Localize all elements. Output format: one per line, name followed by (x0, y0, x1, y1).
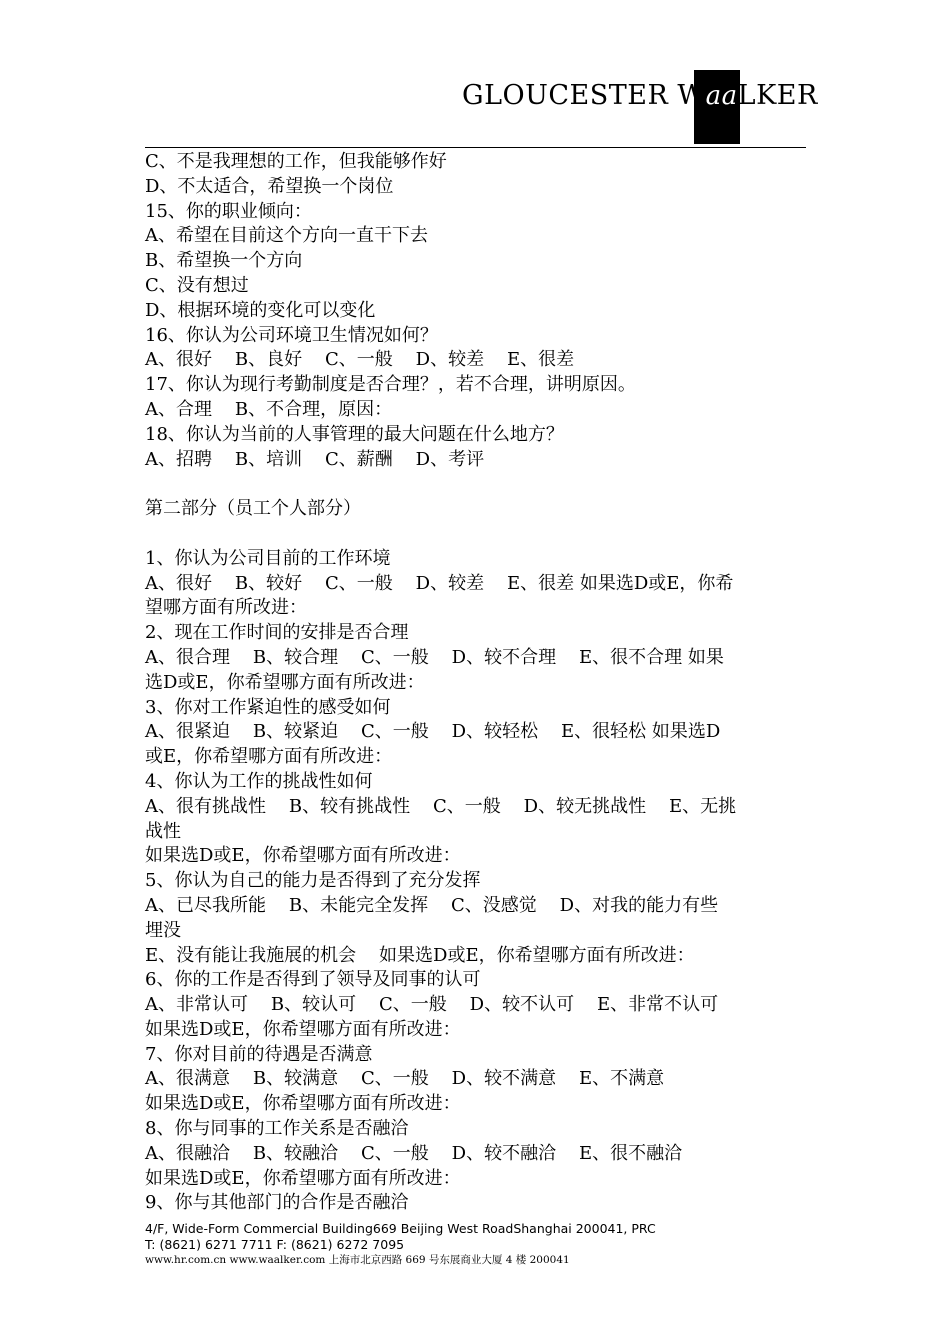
text-line: D、不太适合，希望换一个岗位 (145, 175, 394, 197)
text-line: 9、你与其他部门的合作是否融洽 (145, 1192, 409, 1214)
text-line: 16、你认为公司环境卫生情况如何？ (145, 324, 438, 346)
text-line: D、根据环境的变化可以变化 (145, 299, 376, 321)
text-line: 17、你认为现行考勤制度是否合理？，若不合理，讲明原因。 (145, 374, 636, 396)
text-line: 1、你认为公司目前的工作环境 (145, 547, 391, 569)
text-line: A、很满意 B、较满意 C、一般 D、较不满意 E、不满意 (145, 1068, 665, 1090)
page-footer (145, 1221, 845, 1268)
text-line: 7、你对目前的待遇是否满意 (145, 1043, 373, 1065)
text-line: C、没有想过 (145, 274, 249, 296)
text-line: A、合理 B、不合理，原因： (145, 398, 393, 420)
document-body (145, 150, 809, 1216)
text-line: A、很好 B、较好 C、一般 D、较差 E、很差 如果选D或E，你希 (145, 572, 734, 594)
footer-address: 4/F, Wide-Form Commercial Building669 Beijing West RoadShanghai 200041, PRC (145, 1221, 656, 1236)
text-line: 第二部分（员工个人部分） (145, 498, 361, 520)
text-line: 2、现在工作时间的安排是否合理 (145, 622, 409, 644)
text-line: C、不是我理想的工作，但我能够作好 (145, 151, 447, 172)
text-line: A、很合理 B、较合理 C、一般 D、较不合理 E、很不合理 如果 (145, 646, 724, 668)
text-line: 如果选D或E，你希望哪方面有所改进： (145, 845, 461, 867)
text-line: A、很有挑战性 B、较有挑战性 C、一般 D、较无挑战性 E、无挑 (145, 795, 737, 817)
text-line: 8、你与同事的工作关系是否融洽 (145, 1118, 409, 1140)
text-line: A、非常认可 B、较认可 C、一般 D、较不认可 E、非常不认可 (145, 994, 719, 1016)
blank-line (145, 522, 809, 547)
text-line: E、没有能让我施展的机会 如果选D或E，你希望哪方面有所改进： (145, 944, 695, 966)
text-line: 4、你认为工作的挑战性如何 (145, 770, 373, 792)
logo-text-part2: aa (705, 81, 738, 111)
text-line: B、希望换一个方向 (145, 250, 303, 272)
text-line: 6、你的工作是否得到了领导及同事的认可 (145, 969, 481, 991)
header-divider (145, 147, 806, 148)
logo-text (462, 78, 818, 114)
text-line: 或E，你希望哪方面有所改进： (145, 746, 393, 768)
text-line: 如果选D或E，你希望哪方面有所改进： (145, 1093, 461, 1115)
logo-text-part3: LKER (737, 80, 818, 111)
text-line: A、招聘 B、培训 C、薪酬 D、考评 (145, 448, 485, 470)
company-logo (462, 70, 818, 150)
text-line: 18、你认为当前的人事管理的最大问题在什么地方？ (145, 423, 564, 445)
text-line: 埋没 (145, 919, 181, 941)
text-line: 如果选D或E，你希望哪方面有所改进： (145, 1018, 461, 1040)
text-line: A、很融洽 B、较融洽 C、一般 D、较不融洽 E、很不融洽 (145, 1142, 683, 1164)
text-line: 望哪方面有所改进： (145, 597, 307, 619)
footer-phone: T: (8621) 6271 7711 F: (8621) 6272 7095 (145, 1237, 405, 1252)
text-line: 5、你认为自己的能力是否得到了充分发挥 (145, 870, 481, 892)
text-line: A、很好 B、良好 C、一般 D、较差 E、很差 (145, 349, 575, 371)
text-line: 选D或E，你希望哪方面有所改进： (145, 671, 425, 693)
footer-web: www.hr.com.cn www.waalker.com 上海市北京西路 669 号东展商业大厦 4 楼 200041 (145, 1254, 570, 1266)
text-line: 15、你的职业倾向： (145, 200, 312, 222)
text-line: A、已尽我所能 B、未能完全发挥 C、没感觉 D、对我的能力有些 (145, 894, 719, 916)
text-line: 3、你对工作紧迫性的感受如何 (145, 696, 391, 718)
text-line: A、希望在目前这个方向一直干下去 (145, 225, 428, 247)
text-line: 如果选D或E，你希望哪方面有所改进： (145, 1167, 461, 1189)
text-line: A、很紧迫 B、较紧迫 C、一般 D、较轻松 E、很轻松 如果选D (145, 721, 721, 743)
logo-text-part1: GLOUCESTER W (462, 80, 706, 111)
text-line: 战性 (145, 820, 181, 842)
blank-line (145, 472, 809, 497)
